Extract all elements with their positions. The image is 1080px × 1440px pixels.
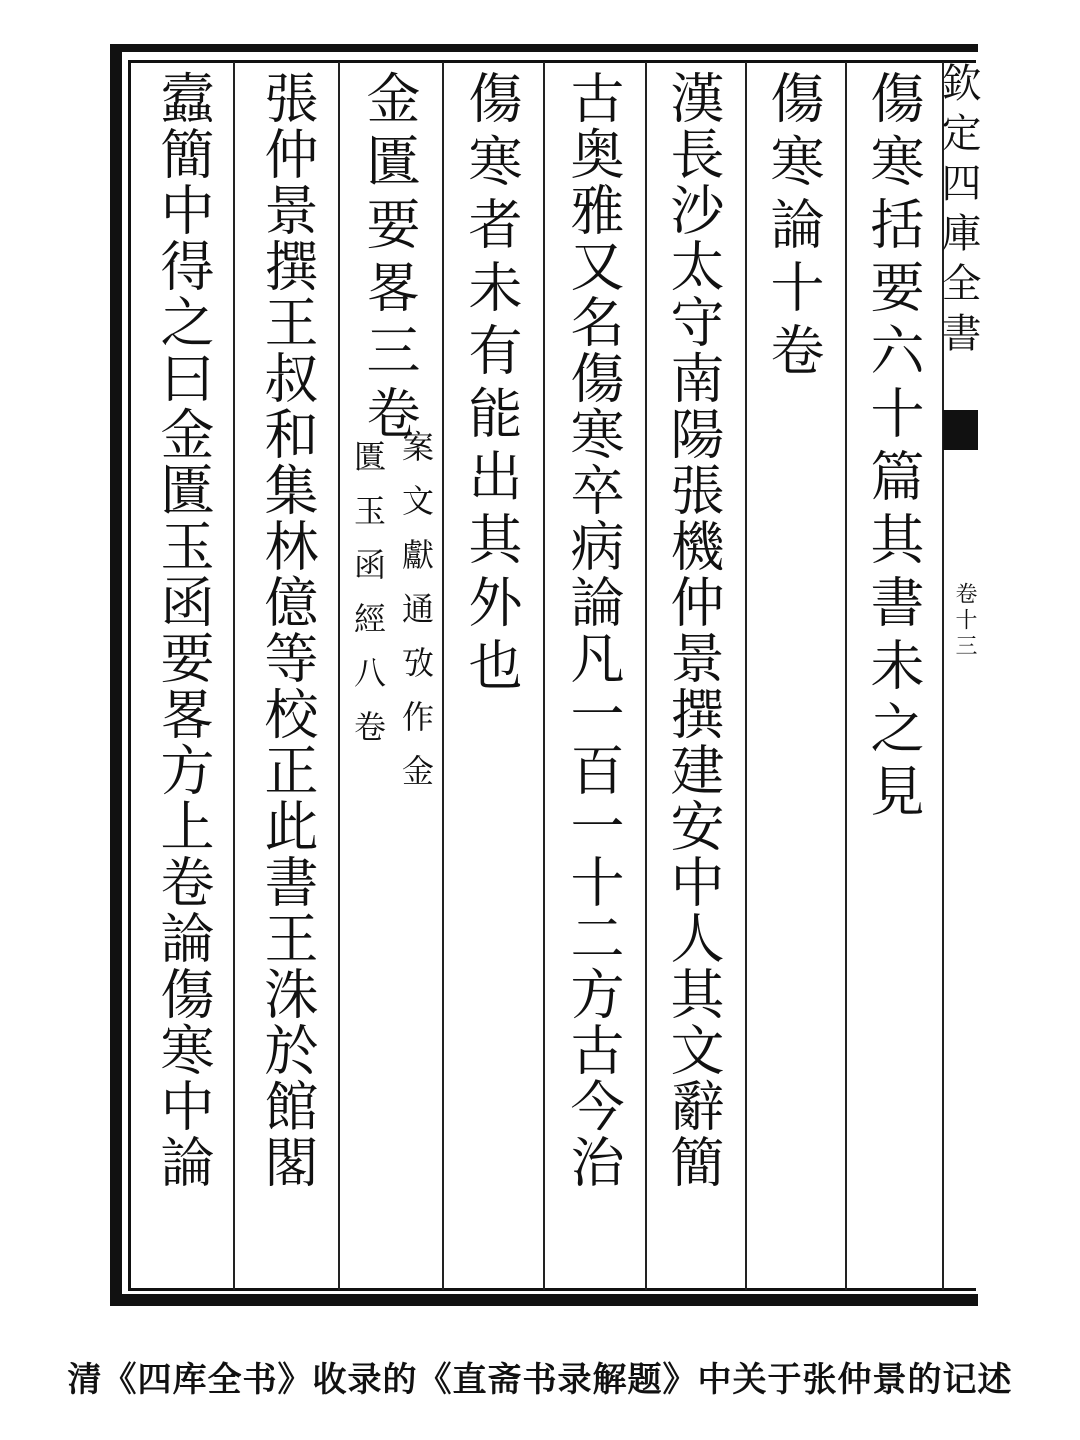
column-rule: [543, 62, 545, 1290]
frame-top-rule: [128, 60, 976, 63]
frame-left-rule: [128, 62, 131, 1290]
annotation-note-left: 匱玉函經八卷: [349, 440, 387, 764]
column-rule: [845, 62, 847, 1290]
column-rule: [442, 62, 444, 1290]
text-column-6-title: 金匱要畧三卷: [358, 70, 421, 448]
text-column-8: 蠧簡中得之曰金匱玉函要畧方上卷論傷寒中論: [152, 70, 215, 1190]
column-rule: [338, 62, 340, 1290]
text-column-2: 傷寒論十卷: [762, 70, 825, 385]
column-rule: [645, 62, 647, 1290]
column-rule: [233, 62, 235, 1290]
fishtail-mark: [943, 410, 978, 450]
text-column-7: 張仲景撰王叔和集林億等校正此書王洙於館閣: [256, 70, 319, 1190]
text-column-3: 漢長沙太守南陽張機仲景撰建安中人其文辭簡: [662, 70, 725, 1190]
text-column-4: 古奥雅又名傷寒卒病論凡一百一十二方古今治: [562, 70, 625, 1190]
annotation-note-right: 案文獻通攷作金: [397, 430, 435, 808]
text-column-1: 傷寒括要六十篇其書未之見: [862, 70, 925, 826]
banner-title: 欽定四庫全書: [935, 62, 981, 362]
figure-caption: 清《四库全书》收录的《直斋书录解题》中关于张仲景的记述: [67, 1360, 1013, 1400]
text-column-5: 傷寒者未有能出其外也: [460, 70, 523, 700]
banner-volume: 卷十三: [952, 582, 977, 660]
frame-bottom-rule: [128, 1288, 976, 1291]
column-rule: [745, 62, 747, 1290]
banner-column: [935, 62, 981, 1290]
